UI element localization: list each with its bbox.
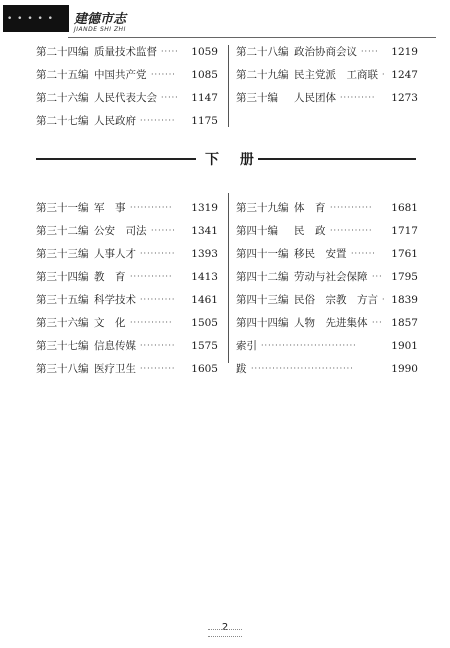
toc-entry bbox=[36, 45, 218, 59]
toc-chapter-title: 体 育 bbox=[294, 202, 326, 214]
toc-entry bbox=[236, 247, 418, 261]
toc-chapter-title: 人民团体 bbox=[294, 92, 336, 104]
toc-leader-dots: ··························· bbox=[261, 341, 357, 350]
toc-chapter-title: 医疗卫生 bbox=[94, 363, 136, 375]
toc-page-number: 1901 bbox=[391, 340, 418, 352]
toc-chapter-number: 第三十编 bbox=[236, 92, 278, 104]
toc-leader-dots: ······· bbox=[351, 249, 376, 258]
toc-page-number: 1175 bbox=[191, 115, 218, 127]
header-banner-block bbox=[3, 5, 69, 32]
toc-chapter-number: 第三十七编 bbox=[36, 340, 89, 352]
toc-entry bbox=[36, 91, 218, 105]
toc-page-number: 1990 bbox=[391, 363, 418, 375]
toc-entry bbox=[236, 224, 418, 238]
toc-chapter-number: 第二十五编 bbox=[36, 69, 89, 81]
toc-leader-dots: ·········· bbox=[140, 116, 176, 125]
toc-leader-dots: ····· bbox=[161, 93, 179, 102]
toc-leader-dots: ············ bbox=[130, 318, 173, 327]
toc-entry bbox=[236, 68, 418, 82]
toc-chapter-number: 第四十四编 bbox=[236, 317, 289, 329]
toc-page-number: 1413 bbox=[191, 271, 218, 283]
toc-chapter-number: 第二十六编 bbox=[36, 92, 89, 104]
toc-chapter-title: 民俗 宗教 方言 bbox=[294, 294, 378, 306]
toc-chapter-title: 信息传媒 bbox=[94, 340, 136, 352]
toc-page-number: 1857 bbox=[391, 317, 418, 329]
page-number: 2 bbox=[221, 622, 229, 633]
page-number-ornament bbox=[208, 629, 242, 637]
toc-entry bbox=[236, 293, 418, 307]
toc-chapter-number: 索引 bbox=[236, 340, 257, 352]
toc-chapter-title: 人事人才 bbox=[94, 248, 136, 260]
toc-page-number: 1341 bbox=[191, 225, 218, 237]
toc-leader-dots: ············ bbox=[130, 272, 173, 281]
toc-page-number: 1393 bbox=[191, 248, 218, 260]
toc-entry bbox=[36, 247, 218, 261]
toc-page-number: 1273 bbox=[391, 92, 418, 104]
toc-leader-dots: ··· bbox=[372, 272, 383, 281]
toc-page-number: 1247 bbox=[391, 69, 418, 81]
toc-chapter-number: 第二十九编 bbox=[236, 69, 289, 81]
toc-chapter-number: 第二十八编 bbox=[236, 46, 289, 58]
toc-page-number: 1085 bbox=[191, 69, 218, 81]
header-title: 建德市志 bbox=[74, 12, 127, 27]
toc-page-number: 1575 bbox=[191, 340, 218, 352]
toc-chapter-number: 第三十八编 bbox=[36, 363, 89, 375]
toc-chapter-number: 第二十七编 bbox=[36, 115, 89, 127]
section-rule-left bbox=[36, 158, 196, 160]
toc-chapter-number: 第四十编 bbox=[236, 225, 278, 237]
toc-entry bbox=[36, 339, 218, 353]
toc-entry bbox=[36, 114, 218, 128]
section-rule-right bbox=[258, 158, 416, 160]
toc-entry bbox=[36, 224, 218, 238]
toc-leader-dots: ····· bbox=[161, 47, 179, 56]
toc-chapter-number: 第三十一编 bbox=[36, 202, 89, 214]
toc-chapter-number: 跋 bbox=[236, 363, 247, 375]
toc-leader-dots: ····························· bbox=[251, 364, 354, 373]
toc-chapter-number: 第三十五编 bbox=[36, 294, 89, 306]
toc-chapter-title: 移民 安置 bbox=[294, 248, 347, 260]
toc-leader-dots: ············ bbox=[330, 203, 373, 212]
toc-chapter-title: 文 化 bbox=[94, 317, 126, 329]
toc-page-number: 1059 bbox=[191, 46, 218, 58]
toc-page-number: 1681 bbox=[391, 202, 418, 214]
toc-chapter-number: 第三十四编 bbox=[36, 271, 89, 283]
toc-leader-dots: ·········· bbox=[140, 341, 176, 350]
toc-chapter-title: 民 政 bbox=[294, 225, 326, 237]
toc-page-number: 1147 bbox=[191, 92, 218, 104]
toc-leader-dots: ······· bbox=[151, 70, 176, 79]
toc-entry bbox=[236, 316, 418, 330]
toc-leader-dots: ············ bbox=[330, 226, 373, 235]
toc-entry bbox=[236, 91, 418, 105]
toc-page-number: 1219 bbox=[391, 46, 418, 58]
section-title: 下 册 bbox=[205, 152, 262, 168]
toc-chapter-number: 第四十二编 bbox=[236, 271, 289, 283]
toc-entry bbox=[36, 68, 218, 82]
toc-entry bbox=[236, 45, 418, 59]
toc-chapter-title: 政治协商会议 bbox=[294, 46, 357, 58]
toc-entry bbox=[36, 362, 218, 376]
toc-leader-dots: ·········· bbox=[340, 93, 376, 102]
toc-chapter-title: 中国共产党 bbox=[94, 69, 147, 81]
toc-entry bbox=[36, 293, 218, 307]
toc-entry bbox=[36, 316, 218, 330]
toc-entry bbox=[236, 362, 418, 376]
toc-chapter-title: 教 育 bbox=[94, 271, 126, 283]
header-ornament: • • • • • bbox=[7, 14, 54, 24]
column-divider-upper bbox=[228, 45, 229, 127]
toc-leader-dots: ············ bbox=[130, 203, 173, 212]
header-rule bbox=[68, 37, 436, 38]
toc-entry bbox=[36, 270, 218, 284]
toc-leader-dots: ·········· bbox=[140, 364, 176, 373]
toc-chapter-title: 公安 司法 bbox=[94, 225, 147, 237]
toc-page-number: 1605 bbox=[191, 363, 218, 375]
toc-page-number: 1461 bbox=[191, 294, 218, 306]
toc-chapter-title: 人物 先进集体 bbox=[294, 317, 368, 329]
toc-entry bbox=[236, 339, 418, 353]
toc-chapter-number: 第三十九编 bbox=[236, 202, 289, 214]
toc-chapter-title: 人民代表大会 bbox=[94, 92, 157, 104]
toc-leader-dots: · bbox=[382, 70, 386, 79]
toc-chapter-number: 第三十二编 bbox=[36, 225, 89, 237]
toc-chapter-number: 第三十三编 bbox=[36, 248, 89, 260]
toc-leader-dots: · bbox=[382, 295, 386, 304]
toc-page-number: 1795 bbox=[391, 271, 418, 283]
toc-chapter-title: 人民政府 bbox=[94, 115, 136, 127]
toc-chapter-title: 质量技术监督 bbox=[94, 46, 157, 58]
toc-page-number: 1839 bbox=[391, 294, 418, 306]
toc-entry bbox=[36, 201, 218, 215]
toc-leader-dots: ·········· bbox=[140, 295, 176, 304]
toc-chapter-number: 第四十三编 bbox=[236, 294, 289, 306]
toc-leader-dots: ····· bbox=[361, 47, 379, 56]
header-subtitle: JIANDE SHI ZHI bbox=[74, 26, 126, 33]
toc-page-number: 1505 bbox=[191, 317, 218, 329]
toc-leader-dots: ··· bbox=[372, 318, 383, 327]
toc-chapter-title: 劳动与社会保障 bbox=[294, 271, 368, 283]
toc-chapter-number: 第三十六编 bbox=[36, 317, 89, 329]
toc-leader-dots: ······· bbox=[151, 226, 176, 235]
toc-page-number: 1319 bbox=[191, 202, 218, 214]
toc-chapter-title: 科学技术 bbox=[94, 294, 136, 306]
toc-chapter-title: 军 事 bbox=[94, 202, 126, 214]
toc-page-number: 1761 bbox=[391, 248, 418, 260]
toc-chapter-title: 民主党派 工商联 bbox=[294, 69, 378, 81]
toc-chapter-number: 第二十四编 bbox=[36, 46, 89, 58]
toc-page-number: 1717 bbox=[391, 225, 418, 237]
toc-leader-dots: ·········· bbox=[140, 249, 176, 258]
toc-chapter-number: 第四十一编 bbox=[236, 248, 289, 260]
toc-entry bbox=[236, 201, 418, 215]
column-divider-lower bbox=[228, 193, 229, 363]
toc-entry bbox=[236, 270, 418, 284]
